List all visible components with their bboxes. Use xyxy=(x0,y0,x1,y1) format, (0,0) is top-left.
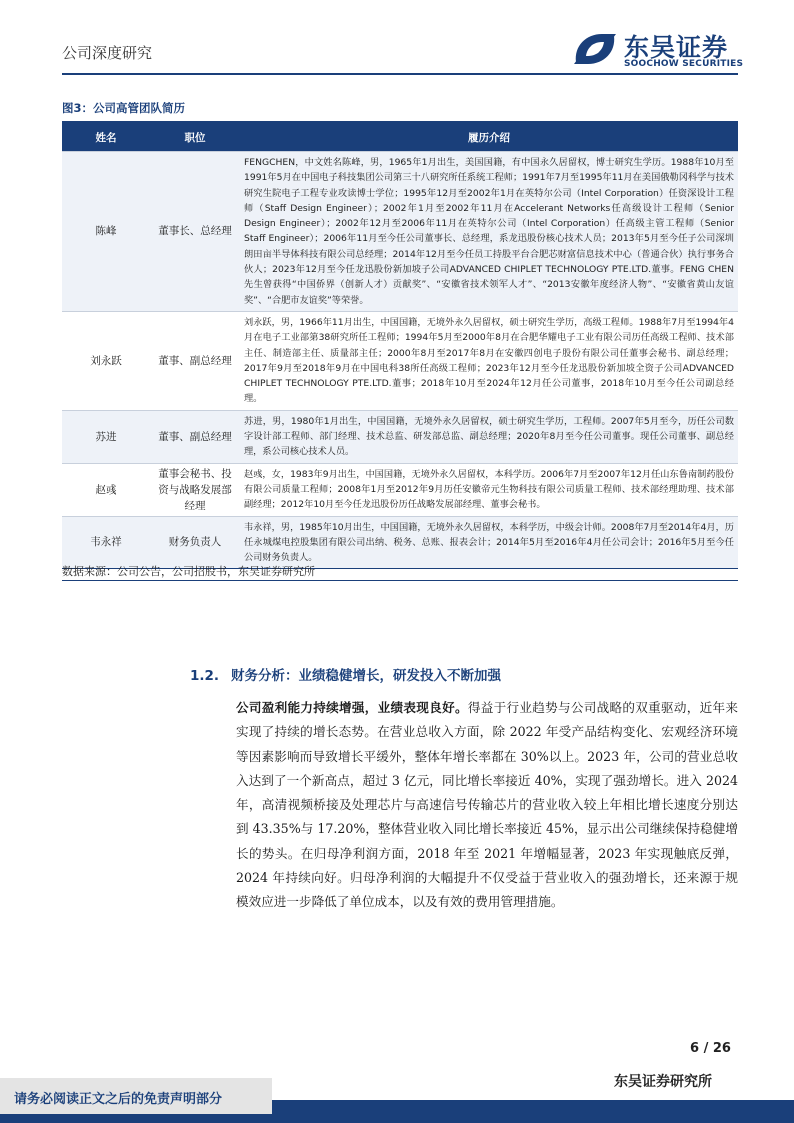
table-row xyxy=(62,463,738,516)
page-number: 6 / 26 xyxy=(690,1041,731,1056)
section-paragraph xyxy=(236,696,738,915)
cell-position: 董事、副总经理 xyxy=(158,430,232,443)
cell-name: 陈峰 xyxy=(95,225,117,238)
cell-bio: 韦永祥，男，1985年10月出生，中国国籍，无境外永久居留权，本科学历，中级会计师。2008年7月至2014年4月，历任永城煤电控股集团有限公司出纳、税务、总账、报表会计；2014年5月至2016年4月任公司会计；2016年5月至今任公司财务负责人。 xyxy=(244,521,734,564)
management-table xyxy=(62,121,738,569)
cell-bio: 苏进，男，1980年1月出生，中国国籍，无境外永久居留权，硕士研究生学历，工程师。2007年5月至今，历任公司数字设计部工程师、部门经理、技术总监、研发部总监、副总经理；2020年8月至今任公司董事。现任公司董事、副总经理，系公司核心技术人员。 xyxy=(244,415,734,458)
footer-org: 东吴证券研究所 xyxy=(614,1074,712,1090)
footer-disclaimer-box xyxy=(0,1078,272,1114)
table-row xyxy=(62,516,738,569)
table-row xyxy=(62,311,738,410)
cell-position: 董事长、总经理 xyxy=(158,225,232,238)
table-row xyxy=(62,151,738,311)
cell-name: 刘永跃 xyxy=(90,354,122,367)
cell-bio: FENGCHEN，中文姓名陈峰，男，1965年1月出生，美国国籍，有中国永久居留权，博士研究生学历。1988年10月至1991年5月在中国电子科技集团公司第三十八研究所任系统工程师；1991年7月至1995年11月在美国俄勒冈科学与技术研究生院电子工程专业攻读博士学位；1995年12月至2002年1月在英特尔公司（Intel Corporation）任资深设计工程师（Staff Design Engineer）；2002年1月至2002年11月在Accelerant Networks任高级设计工程师（Senior Design Engineer）；2002年12月至2006年11月在英特尔公司（Intel Corporation）任高级主管工程师（Senior Staff Engineer）；2006年11月至今任公司董事长、总经理，系龙迅股份核心技术人员；2013年5月至今任子公司深圳朗田亩半导体科技有限公司总经理；2014年12月至今任员工持股平台合肥芯财富信息技术中心（普通合伙）执行事务合伙人；2023年12月至今任龙迅股份新加坡子公司ADVANCED CHIPLET TECHNOLOGY PTE.LTD.董事。FENG CHEN先生曾获得“中国侨界（创新人才）贡献奖”、“安徽省技术领军人才”、“2013安徽年度经济人物”、“安徽省黄山友谊奖”、“合肥市友谊奖”等荣誉。 xyxy=(244,157,734,306)
cell-name: 苏进 xyxy=(95,430,117,443)
table-header xyxy=(62,123,738,151)
data-source: 数据来源：公司公告，公司招股书，东吴证券研究所 xyxy=(62,565,315,578)
figure-caption: 图3：公司高管团队简历 xyxy=(62,101,186,115)
header-divider xyxy=(62,73,738,75)
column-header-name: 姓名 xyxy=(95,131,117,144)
brand-name-en: SOOCHOW SECURITIES xyxy=(624,59,744,69)
source-divider xyxy=(62,580,738,581)
brand-name-cn: 东吴证券 xyxy=(624,33,729,62)
cell-position: 董事、副总经理 xyxy=(158,354,232,367)
disclaimer-link[interactable]: 请务必阅读正文之后的免责声明部分 xyxy=(14,1092,223,1107)
paragraph-lead: 公司盈利能力持续增强，业绩表现良好。 xyxy=(236,700,468,715)
cell-bio: 赵彧，女，1983年9月出生，中国国籍，无境外永久居留权，本科学历。2006年7月至2007年12月任山东鲁南制药股份有限公司质量工程师；2008年1月至2012年9月历任安徽帝元生物科技有限公司质量工程师、技术部经理助理、技术部副经理；2012年10月至今任龙迅股份历任战略发展部经理、董事会秘书。 xyxy=(244,468,734,511)
paragraph-body: 得益于行业趋势与公司战略的双重驱动，近年来实现了持续的增长态势。在营业总收入方面，除 2022 年受产品结构变化、宏观经济环境等因素影响而导致增长平缓外，整体年增长率都在 30%以上。2023 年，公司的营业总收入达到了一个新高点，超过 3 亿元，同比增长率接近 40%，实现了强劲增长。进入 2024 年，高清视频桥接及处理芯片与高速信号传输芯片的营业收入较上年相比增长速度分别达到 43.35%与 17.20%，整体营业收入同比增长率接近 45%，显示出公司继续保持稳健增长的势头。在归母净利润方面，2018 年至 2021 年增幅显著，2023 年实现触底反弹，2024 年持续向好。归母净利润的大幅提升不仅受益于营业收入的强劲增长，还来源于规模效应进一步降低了单位成本，以及有效的费用管理措施。 xyxy=(236,700,739,910)
report-type: 公司深度研究 xyxy=(62,44,153,62)
cell-name: 赵彧 xyxy=(95,483,117,496)
column-header-bio: 履历介绍 xyxy=(468,131,510,144)
cell-bio: 刘永跃，男，1966年11月出生，中国国籍，无境外永久居留权，硕士研究生学历，高级工程师。1988年7月至1994年4月在电子工业部第38研究所任工程师；1994年5月至2000年8月在合肥华耀电子工业有限公司历任高级工程师、技术部主任、制造部主任、质量部主任；2000年8月至2017年8月在安徽四创电子股份有限公司任董事会秘书、副总经理；2017年9月至2018年9月在中国电科38所任高级工程师；2023年12月至今任龙迅股份新加坡全资子公司ADVANCED CHIPLET TECHNOLOGY PTE.LTD.董事；2018年10月至2024年12月任公司董事，2018年10月至今任公司副总经理。 xyxy=(244,316,734,405)
section-title: 财务分析：业绩稳健增长，研发投入不断加强 xyxy=(231,668,502,684)
cell-position: 董事会秘书、投资与战略发展部经理 xyxy=(158,467,232,512)
soochow-logo-icon xyxy=(572,28,618,70)
column-header-position: 职位 xyxy=(184,131,206,144)
section-heading xyxy=(190,664,501,684)
cell-position: 财务负责人 xyxy=(168,536,222,549)
brand-logo xyxy=(572,28,742,72)
section-number: 1.2. xyxy=(190,668,220,684)
table-row xyxy=(62,410,738,463)
cell-name: 韦永祥 xyxy=(90,536,122,549)
